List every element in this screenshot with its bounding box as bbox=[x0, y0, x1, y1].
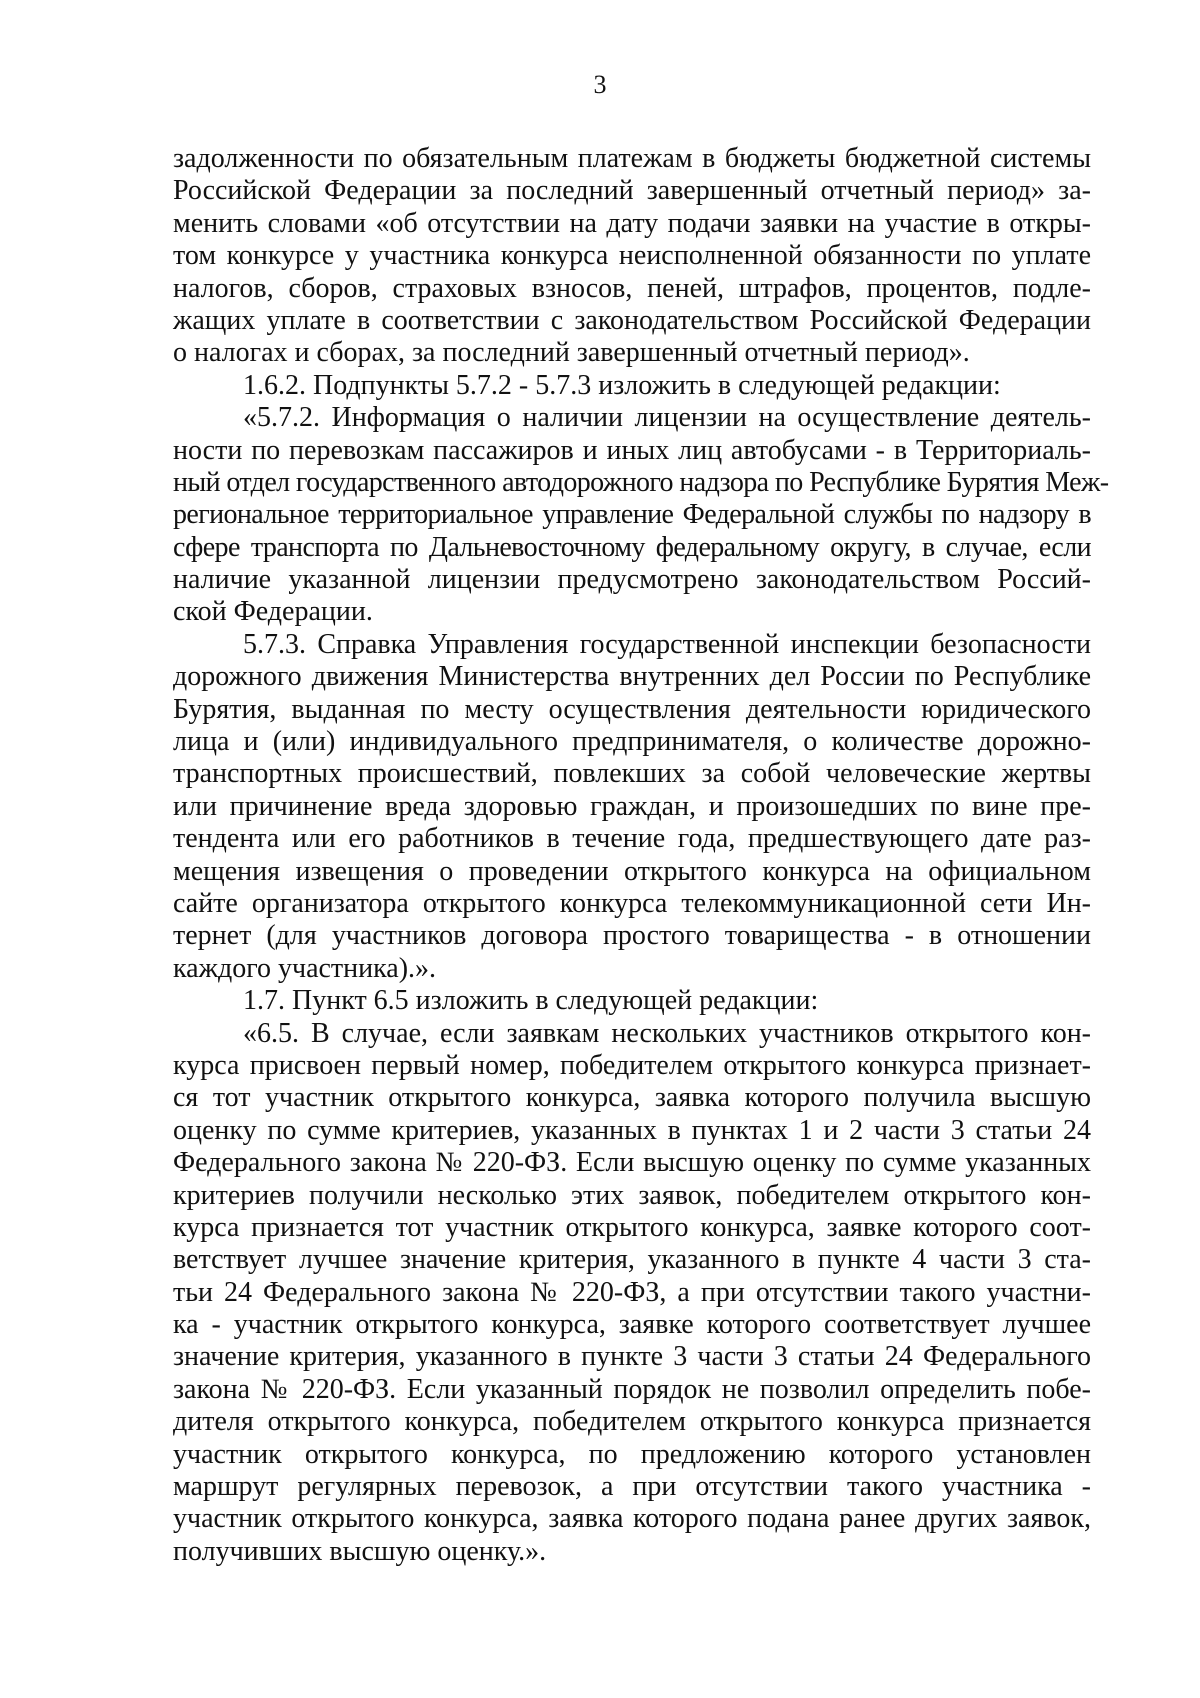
text-line: региональное территориальное управление Федеральной службы по надзору в bbox=[173, 499, 1091, 531]
text-line: «5.7.2. Информация о наличии лицензии на осуществление деятель- bbox=[243, 402, 1091, 434]
text-line: тьи 24 Федерального закона № 220-ФЗ, а при отсутствии такого участни- bbox=[173, 1276, 1091, 1308]
text-line: том конкурсе у участника конкурса неисполненной обязанности по уплате bbox=[173, 240, 1091, 272]
text-line: о налогах и сборах, за последний завершенный отчетный период». bbox=[173, 337, 970, 369]
text-line: сфере транспорта по Дальневосточному федеральному округу, в случае, если bbox=[173, 531, 1091, 563]
text-line: Бурятия, выданная по месту осуществления деятельности юридического bbox=[173, 693, 1091, 725]
text-line: дорожного движения Министерства внутренних дел России по Республике bbox=[173, 661, 1091, 693]
text-line: наличие указанной лицензии предусмотрено законодательством Россий- bbox=[173, 564, 1091, 596]
text-line: дителя открытого конкурса, победителем открытого конкурса признается bbox=[173, 1406, 1091, 1438]
text-line: ка - участник открытого конкурса, заявке которого соответствует лучшее bbox=[173, 1309, 1091, 1341]
text-line: 5.7.3. Справка Управления государственной инспекции безопасности bbox=[243, 628, 1091, 660]
text-line: 1.6.2. Подпункты 5.7.2 - 5.7.3 изложить в следующей редакции: bbox=[243, 369, 1001, 401]
text-line: критериев получили несколько этих заявок, победителем открытого кон- bbox=[173, 1179, 1091, 1211]
text-line: курса признается тот участник открытого конкурса, заявке которого соот- bbox=[173, 1211, 1091, 1243]
document-body bbox=[173, 143, 1109, 1568]
text-line: закона № 220-ФЗ. Если указанный порядок не позволил определить побе- bbox=[173, 1373, 1091, 1405]
text-line: Российской Федерации за последний завершенный отчетный период» за- bbox=[173, 175, 1091, 207]
text-line: тернет (для участников договора простого товарищества - в отношении bbox=[173, 920, 1091, 952]
text-line: ветствует лучшее значение критерия, указанного в пункте 4 части 3 ста- bbox=[173, 1244, 1091, 1276]
page-number: 3 bbox=[593, 70, 607, 99]
text-line: мещения извещения о проведении открытого конкурса на официальном bbox=[173, 855, 1091, 887]
text-line: значение критерия, указанного в пункте 3 части 3 статьи 24 Федерального bbox=[173, 1341, 1091, 1373]
text-line: 1.7. Пункт 6.5 изложить в следующей редакции: bbox=[243, 985, 819, 1017]
text-line: ный отдел государственного автодорожного надзора по Республике Бурятия Меж- bbox=[173, 466, 1109, 498]
text-line: ся тот участник открытого конкурса, заявка которого получила высшую bbox=[173, 1082, 1091, 1114]
text-line: «6.5. В случае, если заявкам нескольких участников открытого кон- bbox=[243, 1017, 1091, 1049]
text-line: курса присвоен первый номер, победителем открытого конкурса признает- bbox=[173, 1049, 1091, 1081]
text-line: ности по перевозкам пассажиров и иных лиц автобусами - в Территориаль- bbox=[173, 434, 1091, 466]
text-line: Федерального закона № 220-ФЗ. Если высшую оценку по сумме указанных bbox=[173, 1147, 1091, 1179]
text-line: транспортных происшествий, повлекших за собой человеческие жертвы bbox=[173, 758, 1091, 790]
text-line: каждого участника).». bbox=[173, 952, 437, 984]
text-line: оценку по сумме критериев, указанных в пунктах 1 и 2 части 3 статьи 24 bbox=[173, 1114, 1091, 1146]
text-line: или причинение вреда здоровью граждан, и произошедших по вине пре- bbox=[173, 790, 1091, 822]
text-line: ской Федерации. bbox=[173, 596, 373, 628]
text-line: участник открытого конкурса, по предложению которого установлен bbox=[173, 1438, 1091, 1470]
text-line: задолженности по обязательным платежам в бюджеты бюджетной системы bbox=[173, 143, 1091, 174]
text-line: участник открытого конкурса, заявка которого подана ранее других заявок, bbox=[173, 1503, 1091, 1535]
text-line: жащих уплате в соответствии с законодательством Российской Федерации bbox=[173, 304, 1091, 336]
text-line: получивших высшую оценку.». bbox=[173, 1535, 547, 1567]
text-line: сайте организатора открытого конкурса телекоммуникационной сети Ин- bbox=[173, 887, 1091, 919]
text-line: маршрут регулярных перевозок, а при отсутствии такого участника - bbox=[173, 1471, 1091, 1503]
text-line: налогов, сборов, страховых взносов, пеней, штрафов, процентов, подле- bbox=[173, 272, 1091, 304]
text-line: тендента или его работников в течение года, предшествующего дате раз- bbox=[173, 823, 1091, 855]
text-line: менить словами «об отсутствии на дату подачи заявки на участие в откры- bbox=[173, 207, 1091, 239]
text-line: лица и (или) индивидуального предпринимателя, о количестве дорожно- bbox=[173, 726, 1091, 758]
